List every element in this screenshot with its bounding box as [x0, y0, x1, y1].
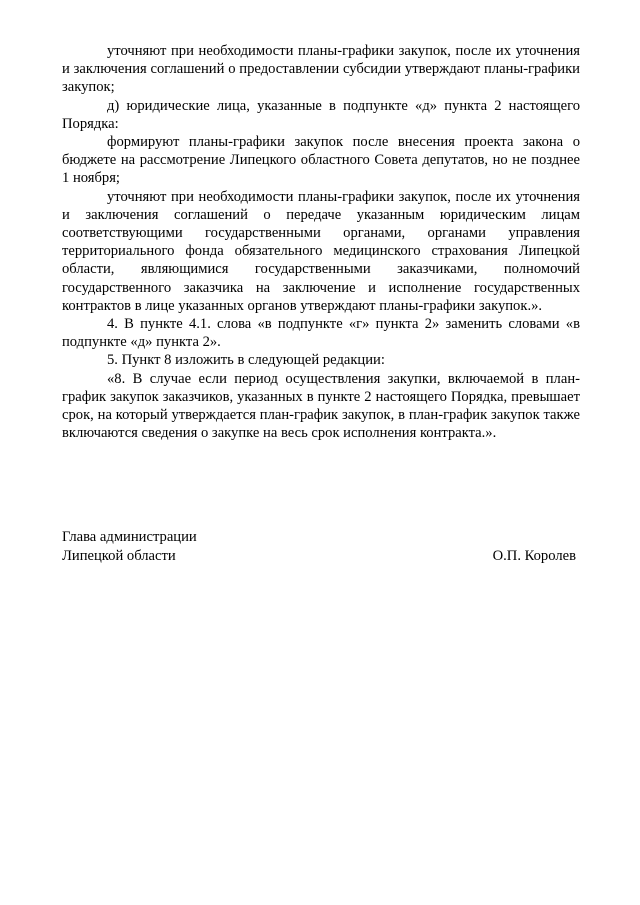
- paragraph-approve-schedules: уточняют при необходимости планы-графики закупок, после их уточнения и заключения соглашений о предоставлении субсидии утверждают планы-графики закупок;: [62, 43, 580, 96]
- signatory-name: О.П. Королев: [492, 548, 576, 564]
- paragraph-item-8-text: «8. В случае если период осуществления закупки, включаемой в план-график закупок заказчиков, указанных в пункте 2 настоящего Порядка, превышает срок, на который утверждается план-график закупок, в план-график закупок также включаются сведения о закупке на весь срок исполнения контракта.».: [62, 370, 580, 442]
- signature-line: [62, 547, 580, 566]
- paragraph-item-5: 5. Пункт 8 изложить в следующей редакции:: [107, 352, 385, 369]
- paragraph-form-schedules: формируют планы-графики закупок после внесения проекта закона о бюджете на рассмотрение Липецкого областного Совета депутатов, но не позднее 1 ноября;: [62, 134, 580, 187]
- signature-position-line1: Глава администрации: [62, 529, 197, 545]
- signature-block: [62, 528, 580, 566]
- signature-position-line2: Липецкой области: [62, 548, 176, 564]
- paragraph-item-4: 4. В пункте 4.1. слова «в подпункте «г» пункта 2» заменить словами «в подпункте «д» пункта 2».: [62, 316, 580, 351]
- paragraph-legal-entities: д) юридические лица, указанные в подпункте «д» пункта 2 настоящего Порядка:: [62, 97, 580, 132]
- paragraph-clarify-schedules: уточняют при необходимости планы-графики закупок, после их уточнения и заключения соглашений о передаче указанным юридическим лицам соответствующими государственными органами, органами управления территориального фонда обязательного медицинского страхования Липецкой области, являющимися государственными заказчиками, полномочий государственного заказчика на заключение и исполнение государственных контрактов в лице указанных органов утверждают планы-графики закупок.».: [62, 188, 580, 314]
- document-body: [62, 42, 580, 442]
